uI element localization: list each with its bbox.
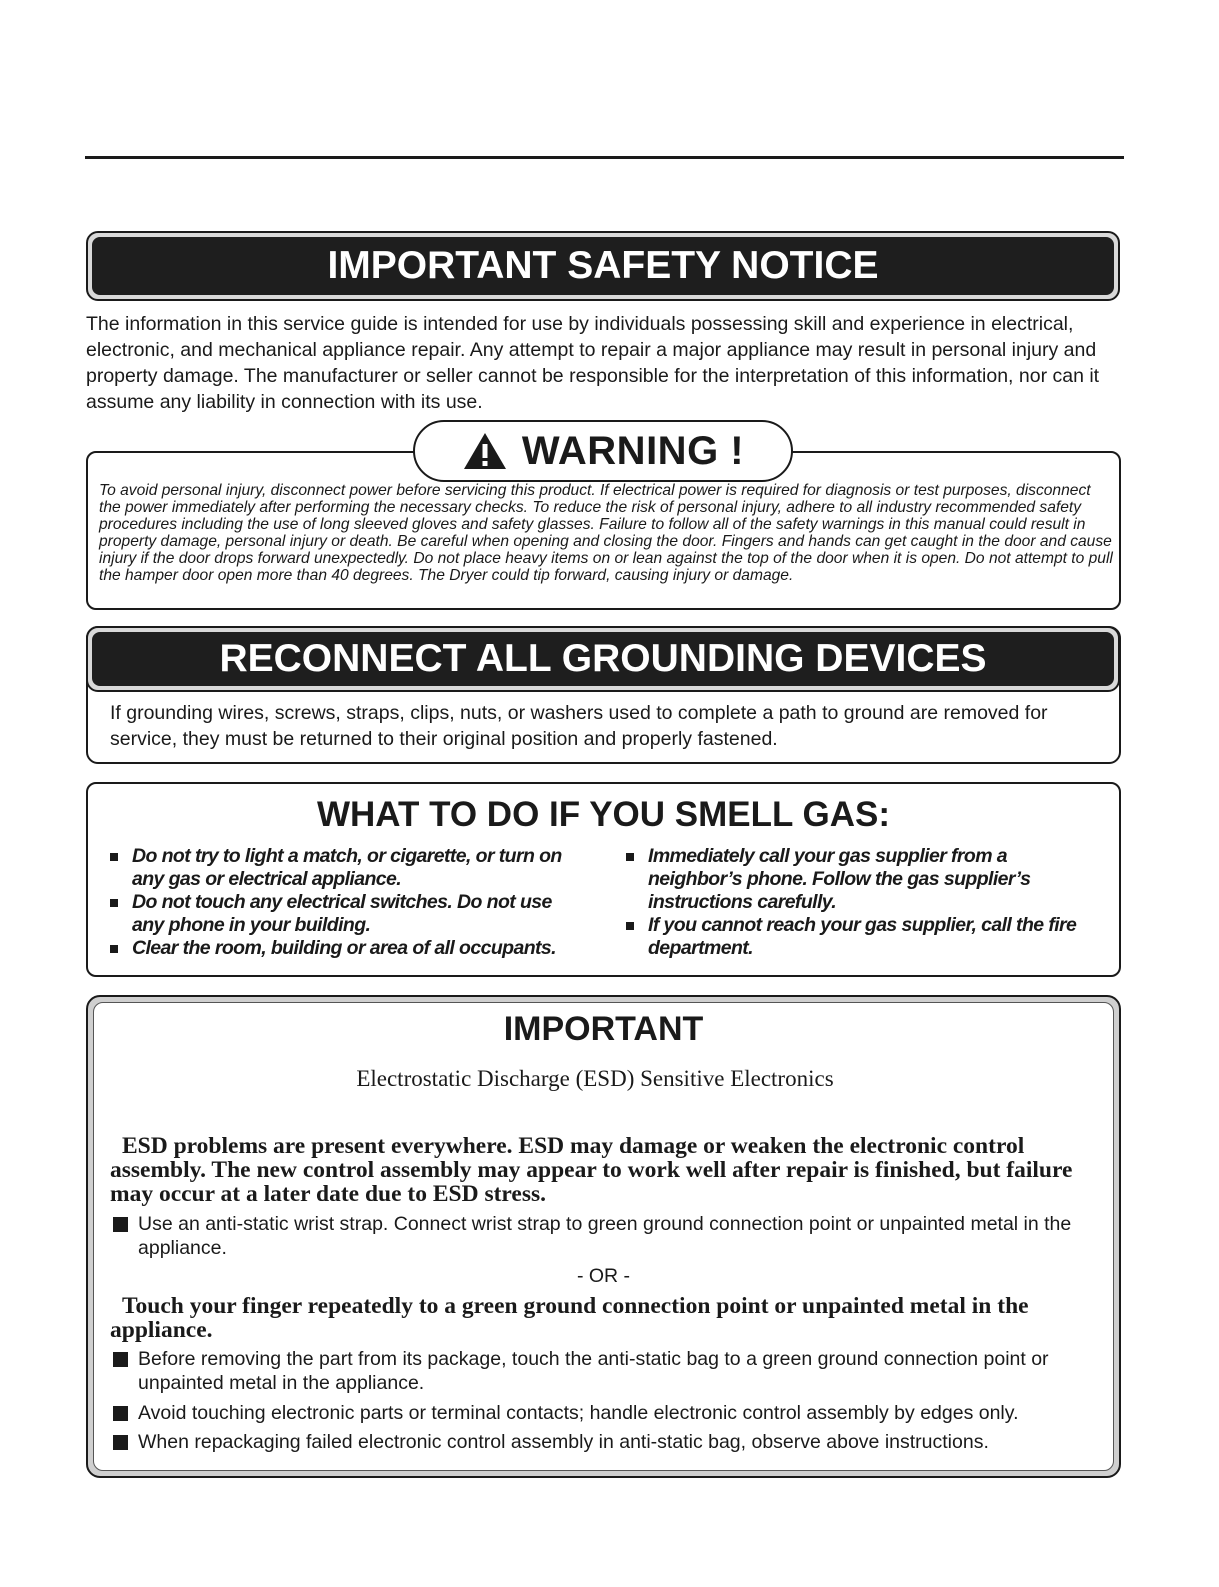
or-separator: - OR - <box>576 1265 631 1287</box>
bullet-icon <box>110 853 118 861</box>
safety-notice-banner <box>86 231 1120 301</box>
list-item: Immediately call your gas supplier from a neighbor’s phone. Follow the gas supplier’s instructions carefully. <box>624 845 1104 914</box>
bullet-icon <box>626 853 634 861</box>
list-item: If you cannot reach your gas supplier, call the fire department. <box>624 914 1104 960</box>
bullet-icon <box>113 1406 128 1421</box>
grounding-title: RECONNECT ALL GROUNDING DEVICES <box>92 632 1114 686</box>
bullet-icon <box>113 1217 128 1232</box>
esd-title: IMPORTANT <box>503 1010 704 1048</box>
safety-notice-text: The information in this service guide is intended for use by individuals possessing skill and experience in electrical, electronic, and mechanical appliance repair. Any attempt to repair a major appliance may result in personal injury and property damage. The manufacturer or seller cannot be responsible for the interpretation of this information, nor can it assume any liability in connection with its use. <box>86 313 1100 413</box>
safety-notice-title: IMPORTANT SAFETY NOTICE <box>92 237 1114 295</box>
list-item: Clear the room, building or area of all occupants. <box>108 937 588 960</box>
list-item: Do not try to light a match, or cigarette, or turn on any gas or electrical appliance. <box>108 845 588 891</box>
bullet-icon <box>110 899 118 907</box>
top-rule <box>85 156 1124 159</box>
bullet-icon <box>113 1352 128 1367</box>
esd-item-repackaging: When repackaging failed electronic control assembly in anti-static bag, observe above instructions. <box>113 1430 1113 1454</box>
esd-item-handling: Avoid touching electronic parts or terminal contacts; handle electronic control assembly by edges only. <box>113 1401 1123 1425</box>
esd-subtitle: Electrostatic Discharge (ESD) Sensitive Electronics <box>356 1066 834 1091</box>
grounding-text: If grounding wires, screws, straps, clips, nuts, or washers used to complete a path to ground are removed for service, they must be returned to their original position and properly fastened. <box>110 702 1048 750</box>
warning-title: WARNING ! <box>521 428 745 473</box>
warning-header <box>413 420 793 482</box>
bullet-icon <box>626 922 634 930</box>
gas-title: WHAT TO DO IF YOU SMELL GAS: <box>317 795 890 834</box>
esd-intro: ESD problems are present everywhere. ESD may damage or weaken the electronic control assembly. The new control assembly may appear to work well after repair is finished, but failure may occur at a later date due to ESD stress. <box>110 1133 1073 1207</box>
list-item: Do not touch any electrical switches. Do not use any phone in your building. <box>108 891 588 937</box>
bullet-icon <box>110 945 118 953</box>
grounding-banner <box>86 626 1120 692</box>
gas-list-right <box>624 845 1104 960</box>
esd-item-package: Before removing the part from its package, touch the anti-static bag to a green ground connection point or unpainted metal in the appliance. <box>113 1347 1113 1395</box>
bullet-icon <box>113 1435 128 1450</box>
esd-item-wrist-strap: Use an anti-static wrist strap. Connect wrist strap to green ground connection point or unpainted metal in the appliance. <box>113 1212 1113 1260</box>
warning-triangle-icon <box>462 431 508 471</box>
esd-touch-instruction: Touch your finger repeatedly to a green ground connection point or unpainted metal in the appliance. <box>110 1293 1029 1343</box>
gas-list-left <box>108 845 588 960</box>
warning-text: To avoid personal injury, disconnect power before servicing this product. If electrical power is required for diagnosis or test purposes, disconnect the power immediately after performing the necessary checks. To reduce the risk of personal injury, adhere to all industry recommended safety procedures including the use of long sleeved gloves and safety glasses. Failure to follow all of the safety warnings in this manual could result in property damage, personal injury or death. Be careful when opening and closing the door. Fingers and hands can get caught in the door and cause injury if the door drops forward unexpectedly. Do not place heavy items on or lean against the top of the door when it is open. Do not attempt to pull the hamper door open more than 40 degrees. The Dryer could tip forward, causing injury or damage. <box>99 482 1113 584</box>
